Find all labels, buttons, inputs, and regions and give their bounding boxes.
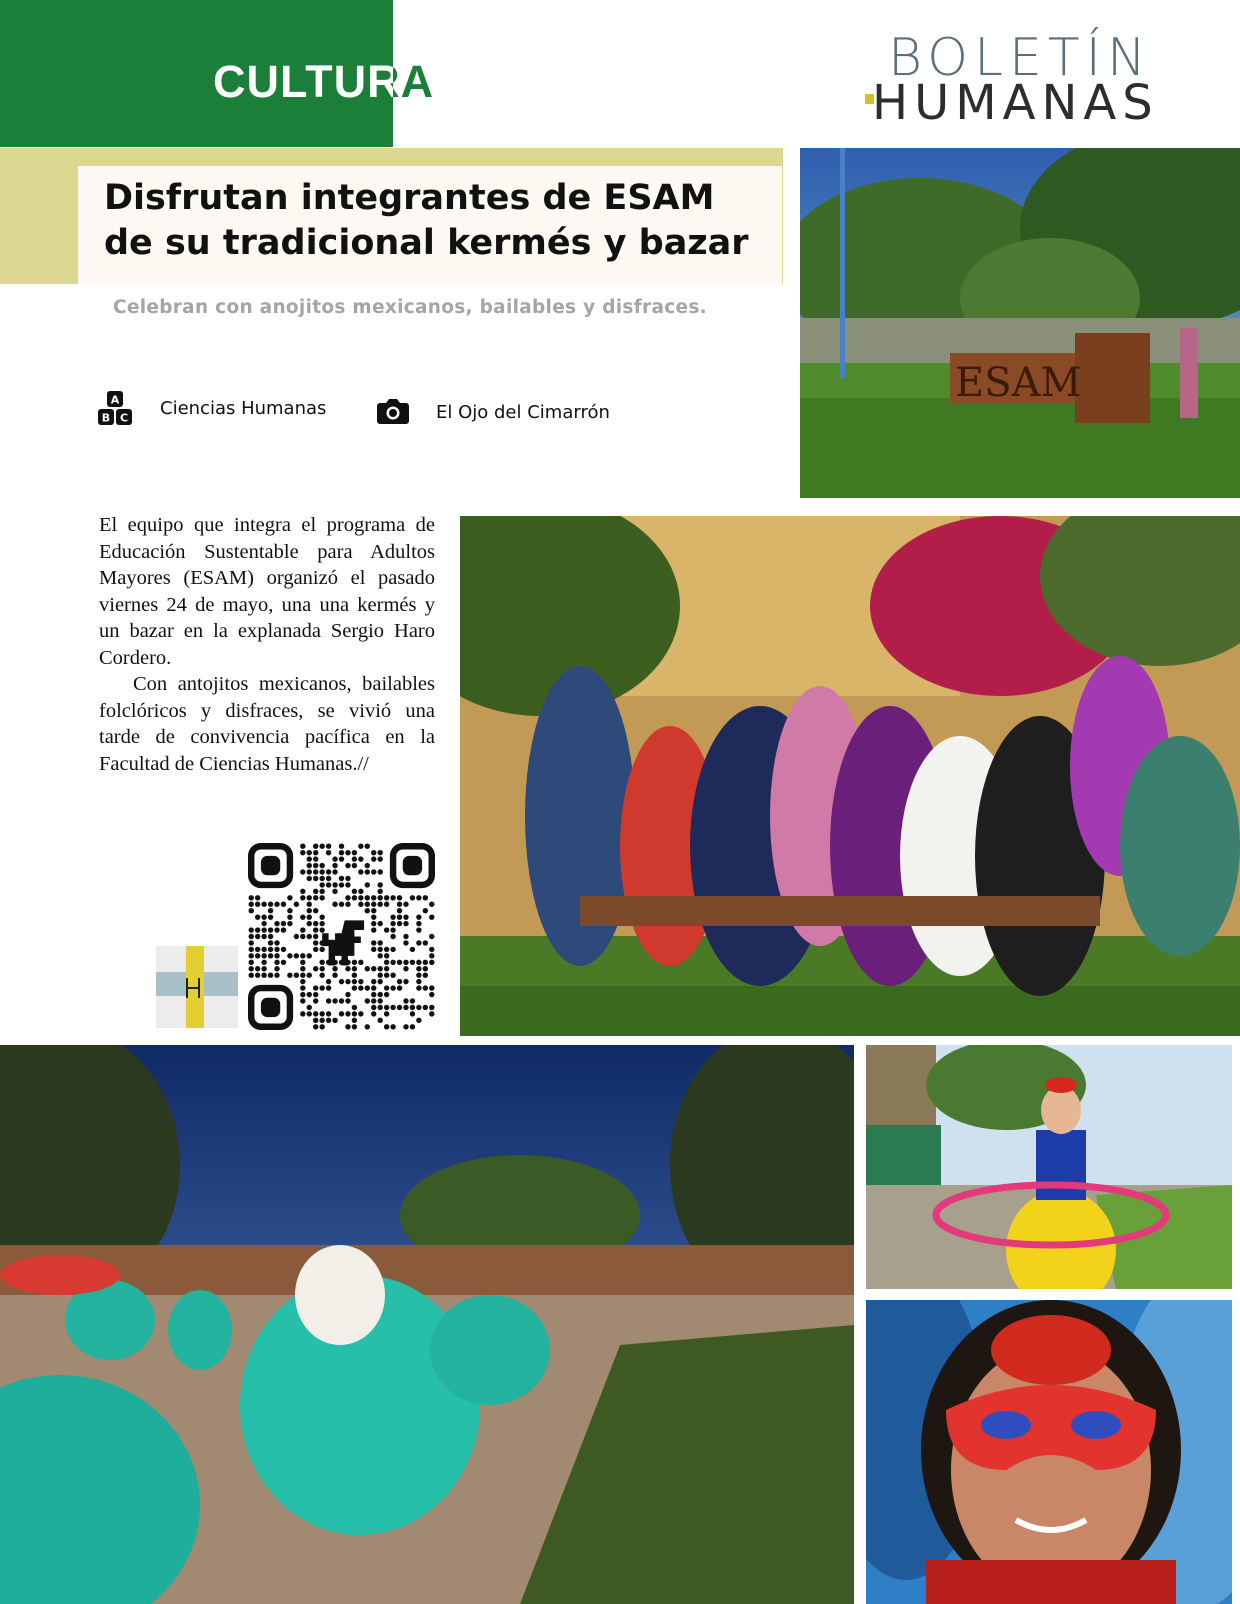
abc-blocks-icon: [97, 391, 133, 427]
esam-sign-text: ESAM: [955, 360, 1082, 406]
qr-code[interactable]: [248, 843, 435, 1030]
credit-author: Ciencias Humanas: [160, 398, 327, 419]
article-body: [99, 512, 435, 777]
article-title-line2: de su tradicional kermés y bazar: [104, 223, 749, 263]
article-title: [104, 176, 774, 266]
camera-icon: [376, 395, 412, 431]
article-subtitle: Celebran con anojitos mexicanos, bailables y disfraces.: [113, 297, 708, 318]
section-label: CULTURA: [213, 56, 435, 107]
body-paragraph: Con antojitos mexicanos, bailables folclóricos y disfraces, se vivió una tarde de convivencia pacífica en la Facultad de Ciencias Humanas.//: [99, 673, 435, 775]
svg-text:C: C: [119, 411, 129, 425]
photo-dancers: [0, 1045, 854, 1604]
svg-text:B: B: [101, 411, 111, 425]
body-paragraph: El equipo que integra el programa de Educación Sustentable para Adultos Mayores (ESAM) organizó el pasado viernes 24 de mayo, una una kermés y un bazar en la explanada Sergio Haro Cordero.: [99, 514, 435, 669]
photo-hula-hoop: [866, 1045, 1232, 1289]
photo-esam-sign: [800, 148, 1240, 498]
credit-photographer: El Ojo del Cimarrón: [436, 402, 610, 423]
photo-carnival-mask: [866, 1300, 1232, 1604]
svg-text:A: A: [110, 393, 120, 407]
article-title-line1: Disfrutan integrantes de ESAM: [104, 178, 715, 218]
brand-title-top: BOLETÍN: [888, 28, 1152, 88]
photo-audience: [460, 516, 1240, 1036]
brand-title-bottom: HUMANAS: [872, 75, 1159, 131]
humanas-logo-tile: [156, 946, 238, 1028]
